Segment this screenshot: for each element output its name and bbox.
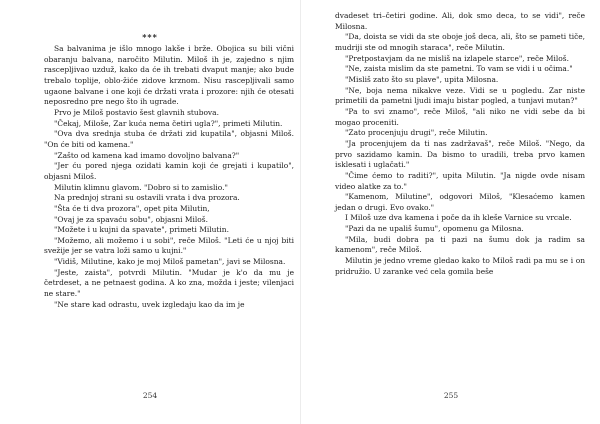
paragraph: "Čekaj, Miloše, Zar kuća nema četiri ugla?", primeti Milutin. [54,118,283,128]
paragraph: "Pazi da ne upališ šumu", opomenu ga Milosna. [345,224,524,234]
paragraph: Na prednjoj strani su ostavili vrata i dva prozora. [54,193,240,203]
paragraph: Milutin klimnu glavom. "Dobro si to zamislio." [54,182,228,192]
paragraph: "Jer ću pored njega ozidati kamin koji će grejati i kupatilo", objasni Miloš. [44,161,294,181]
paragraph: "Možemo, ali možemo i u sobi", reče Miloš. "Leti će u njoj biti svežije jer se vatra loži samo u kujni." [44,235,294,256]
page-number-left: 254 [142,391,158,400]
paragraph: "Možete i u kujni da spavate", primeti Milutin. [54,225,229,235]
paragraph: "Misliš zato što su plave", upita Milosna. [345,74,499,84]
right-page-text [335,11,585,277]
paragraph: "Zašto od kamena kad imamo dovoljno balvana?" [54,150,240,160]
paragraph: I Miloš uze dva kamena i poče da ih kleše Varnice su vrcale. [345,213,572,223]
paragraph: "Pretpostavjam da ne misliš na izlapele starce", reče Miloš. [345,53,569,63]
paragraph: "Čime ćemo to raditi?", upita Milutin. "Ja nigde ovde nisam video alatke za to." [335,170,585,191]
paragraph: "Ovaj je za spavaću sobu", objasni Miloš. [54,214,208,224]
paragraph: "Kamenom, Milutine", odgovori Miloš, "Klesaćemo kamen jedan o drugi. Evo ovako." [335,192,585,212]
paragraph: "Jeste, zaista", potvrdi Milutin. "Mudar je k'o da mu je četrdeset, a ne petnaest godina. A ko zna, možda i jeste; vilenjaci ne stare." [44,267,294,299]
paragraph: "Pa to svi znamo", reče Miloš, "ali niko ne vidi sebe da bi mogao proceniti. [335,106,585,127]
right-page [300,0,600,424]
paragraph: "Mila, budi dobra pa ti pazi na šumu dok ja radim sa kamenom", reče Miloš. [335,234,585,255]
paragraph: Prvo je Miloš postavio šest glavnih stubova. [54,107,219,117]
paragraph: "Zato procenjuju drugi", reče Milutin. [345,128,488,138]
paragraph: "Vidiš, Milutine, kako je moj Miloš pametan", javi se Milosna. [54,257,286,267]
section-mark: *** [142,32,158,42]
paragraph: "Ne stare kad odrastu, uvek izgledaju kao da im je [54,299,245,309]
paragraph: "Ova dva srednja stuba će držati zid kupatila", objasni Miloš. "On će biti od kamena." [44,129,294,149]
paragraph: dvadeset tri–četiri godine. Ali, dok smo deca, to se vidi", reče Milosna. [335,11,585,31]
paragraph: "Šta će ti dva prozora", opet pita Milutin, [54,203,210,213]
page-number-right: 255 [443,391,459,400]
paragraph: Milutin je jedno vreme gledao kako to Miloš radi pa mu se i on pridružio. U zaranke već cela gomila beše [335,256,585,276]
paragraph: "Ja procenjujem da ti nas zadržavaš", reče Miloš. "Nego, da prvo sazidamo kamin. Da bismo to uradili, treba prvo kamen isklesati i uglačati." [335,138,585,170]
paragraph: "Ne, zaista mislim da ste pametni. To vam se vidi i u očima." [345,64,573,74]
paragraph: "Ne, boja nema nikakve veze. Vidi se u pogledu. Zar niste primetili da pametni ljudi imaju bistar pogled, a tunjavi mutan?" [335,85,585,106]
paragraph: Sa balvanima je išlo mnogo lakše i brže. Obojica su bili vični obaranju balvana, naročito Milutin. Miloš ih je, zajedno s njim rascepljivao uzduž, kako da će ih trebati dvaput manje; ako bude trebalo toplije, oblo-žiće zidove krznom. Nisu rascepljivali samo ugaone balvane i one koji će držati vrata i prozore: njih će otesati neposredno pre nego što ih ugrade. [44,44,294,107]
left-page-text [44,44,294,310]
paragraph: "Da, doista se vidi da ste oboje još deca, ali, što se pameti tiče, mudriji ste od mnogih staraca", reče Milutin. [335,32,585,52]
